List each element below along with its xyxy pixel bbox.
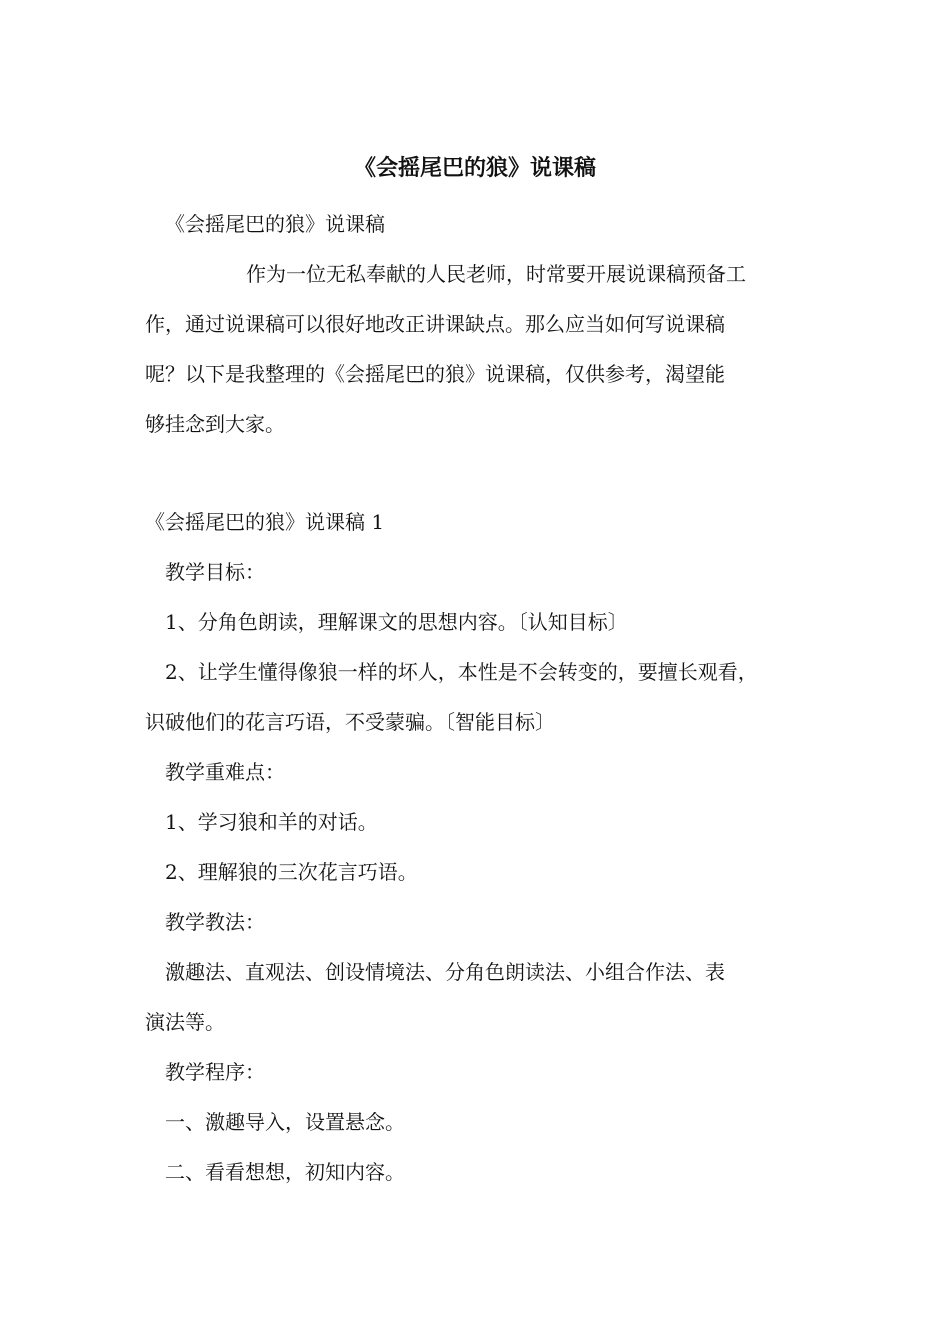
- intro-line: 呢？以下是我整理的《会摇尾巴的狼》说课稿，仅供参考，渴望能: [145, 362, 725, 386]
- body-line: 一、激趣导入，设置悬念。: [165, 1110, 405, 1134]
- body-line: 1、分角色朗读，理解课文的思想内容。〔认知目标〕: [165, 610, 628, 634]
- body-line: 激趣法、直观法、创设情境法、分角色朗读法、小组合作法、表: [165, 960, 725, 984]
- body-line: 演法等。: [145, 1010, 225, 1034]
- body-line: 1、学习狼和羊的对话。: [165, 810, 378, 834]
- intro-line: 作，通过说课稿可以很好地改正讲课缺点。那么应当如何写说课稿: [145, 312, 725, 336]
- intro-line: 够挂念到大家。: [145, 412, 285, 436]
- body-line: 识破他们的花言巧语，不受蒙骗。〔智能目标〕: [145, 710, 555, 734]
- body-line: 2、让学生懂得像狼一样的坏人，本性是不会转变的，要擅长观看，: [165, 660, 758, 684]
- intro-line: 作为一位无私奉献的人民老师，时常要开展说课稿预备工: [246, 262, 746, 286]
- section-heading: 《会摇尾巴的狼》说课稿 1: [145, 510, 385, 534]
- heading-teaching-methods: 教学教法：: [165, 910, 265, 934]
- body-line: 二、看看想想，初知内容。: [165, 1160, 405, 1184]
- body-line: 2、理解狼的三次花言巧语。: [165, 860, 418, 884]
- heading-key-points: 教学重难点：: [165, 760, 285, 784]
- heading-teaching-procedure: 教学程序：: [165, 1060, 265, 1084]
- document-title: 《会摇尾巴的狼》说课稿: [353, 156, 596, 181]
- document-subtitle: 《会摇尾巴的狼》说课稿: [165, 212, 385, 236]
- heading-teaching-goals: 教学目标：: [165, 560, 265, 584]
